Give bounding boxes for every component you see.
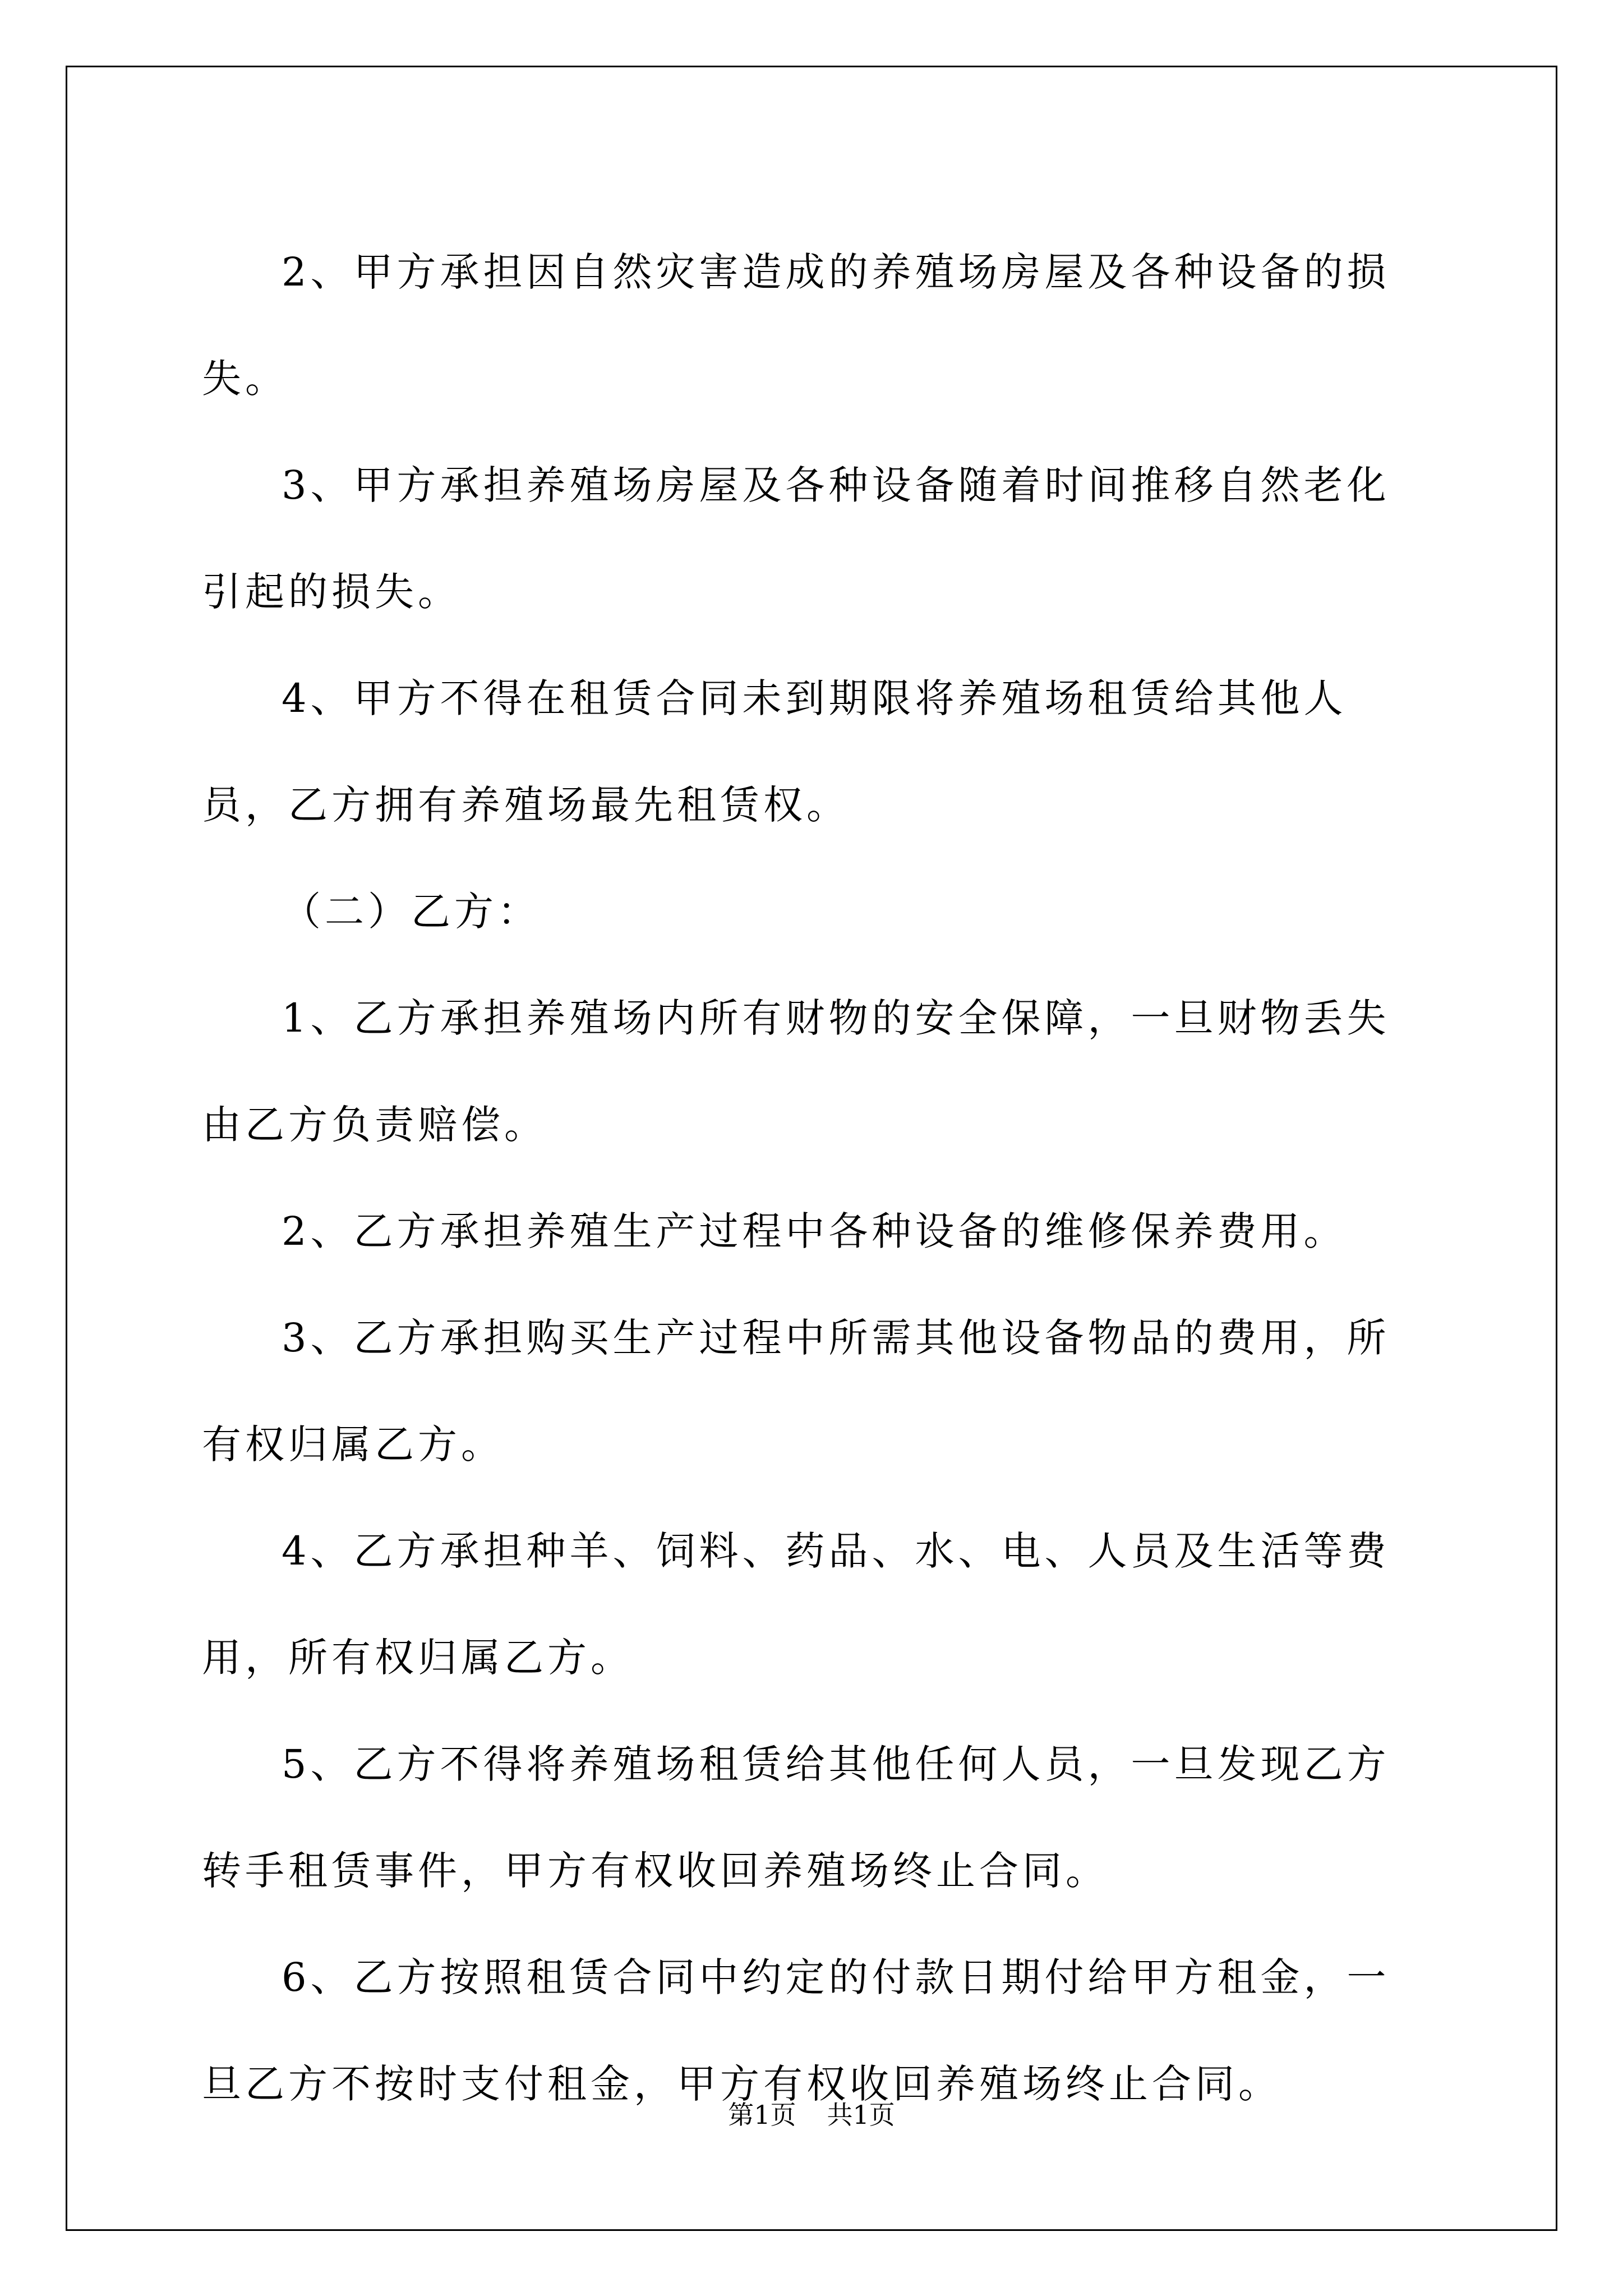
document-body xyxy=(202,219,1424,2137)
paragraph-yi-5: 5、乙方不得将养殖场租赁给其他任何人员，一旦发现乙方转手租赁事件，甲方有权收回养殖场终止合同。 xyxy=(202,1741,1390,1894)
paragraph-yi-1: 1、乙方承担养殖场内所有财物的安全保障，一旦财物丢失由乙方负责赔偿。 xyxy=(202,995,1390,1148)
paragraph-yi-3: 3、乙方承担购买生产过程中所需其他设备物品的费用，所有权归属乙方。 xyxy=(202,1315,1390,1467)
paragraph-jia-3: 3、甲方承担养殖场房屋及各种设备随着时间推移自然老化引起的损失。 xyxy=(202,462,1390,615)
paragraph-yi-4: 4、乙方承担种羊、饲料、药品、水、电、人员及生活等费用，所有权归属乙方。 xyxy=(202,1528,1390,1681)
page-number-current: 第1页 xyxy=(728,2100,796,2130)
paragraph-jia-2: 2、甲方承担因自然灾害造成的养殖场房屋及各种设备的损失。 xyxy=(202,249,1390,402)
paragraph-yi-6: 6、乙方按照租赁合同中约定的付款日期付给甲方租金，一旦乙方不按时支付租金，甲方有权收回养殖场终止合同。 xyxy=(202,1954,1390,2107)
page-number-total: 共1页 xyxy=(827,2100,895,2130)
page-footer xyxy=(0,2098,1623,2132)
paragraph-jia-4: 4、甲方不得在租赁合同未到期限将养殖场租赁给其他人员，乙方拥有养殖场最先租赁权。 xyxy=(202,675,1347,828)
section-heading-yi: （二）乙方： xyxy=(282,889,541,935)
paragraph-yi-2: 2、乙方承担养殖生产过程中各种设备的维修保养费用。 xyxy=(282,1208,1347,1254)
